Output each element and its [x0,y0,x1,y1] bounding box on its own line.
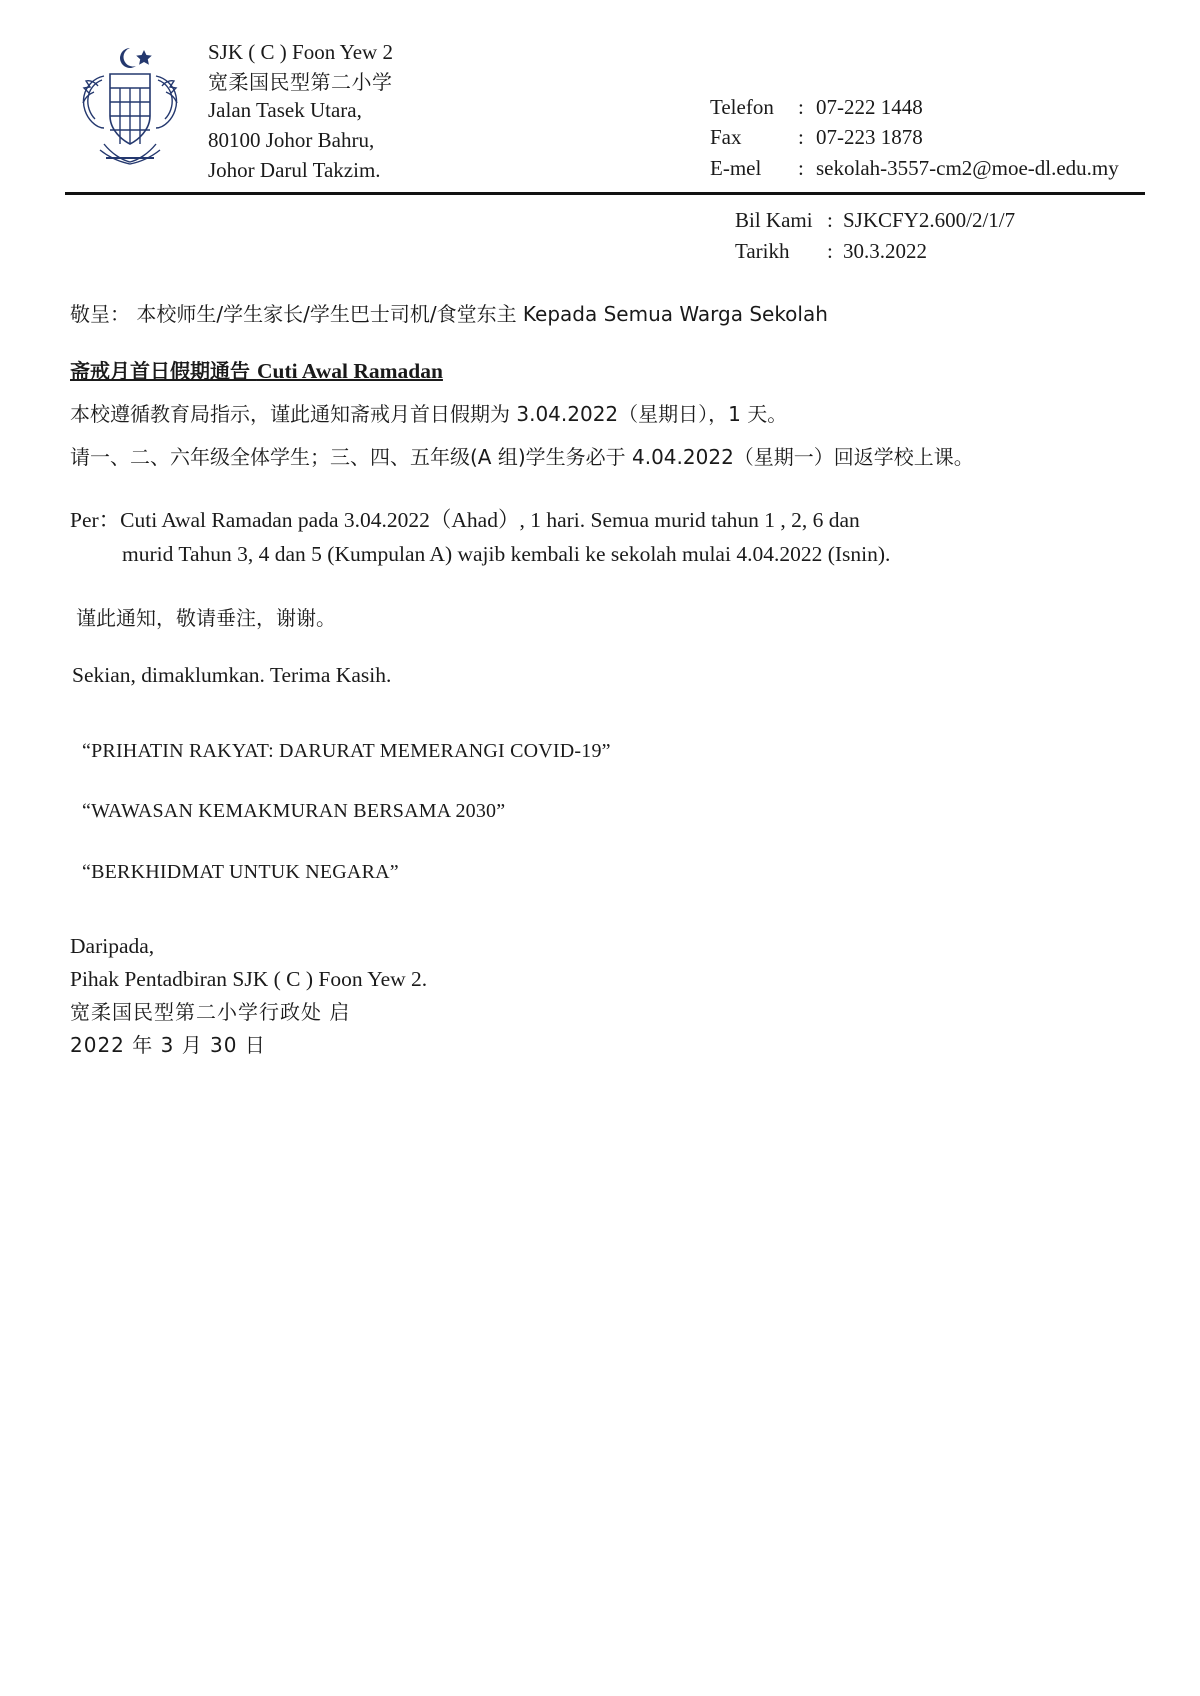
fax-value: 07-223 1878 [816,125,923,150]
signoff-block [70,930,1130,1061]
subject-line [70,354,1130,389]
slogan-item: “PRIHATIN RAKYAT: DARURAT MEMERANGI COVID-19” [82,739,611,762]
fax-label: Fax [710,125,742,150]
paragraph-cn-1: 本校遵循教育局指示，谨此通知斋戒月首日假期为 3.04.2022（星期日），1 天。 [70,401,788,426]
telephone-colon: : [798,95,804,119]
bil-kami-value: SJKCFY2.600/2/1/7 [843,207,1016,232]
reference-row-bil [735,205,1200,237]
school-address-line-2: 80100 Johor Bahru, [208,128,375,153]
school-address-line-1: Jalan Tasek Utara, [208,98,362,123]
closing-note-ms: Sekian, dimaklumkan. Terima Kasih. [72,663,392,688]
tarikh-colon: : [827,239,833,264]
tarikh-label: Tarikh [735,239,790,264]
telephone-label: Telefon [710,95,774,119]
school-name-en: SJK ( C ) Foon Yew 2 [208,40,393,64]
slogan-item: “BERKHIDMAT UNTUK NEGARA” [82,860,399,883]
school-name-cn: 宽柔国民型第二小学 [208,69,393,94]
contact-row-telephone [710,92,1140,122]
bil-kami-label: Bil Kami [735,207,813,232]
paragraph-cn-2: 请一、二、六年级全体学生；三、四、五年级(A 组)学生务必于 4.04.2022（星期一）回返学校上课。 [70,444,974,469]
per-line-1: Per：Cuti Awal Ramadan pada 3.04.2022（Ahad）, 1 hari. Semua murid tahun 1 , 2, 6 dan [70,507,860,532]
coat-of-arms-icon [70,30,190,168]
contact-row-email [710,153,1140,183]
email-label: E-mel [710,155,762,180]
addressee-line: 敬呈： 本校师生/学生家长/学生巴士司机/食堂东主 Kepada Semua Warga Sekolah [70,301,828,326]
tarikh-value: 30.3.2022 [843,239,927,264]
slogan-item: “WAWASAN KEMAKMURAN BERSAMA 2030” [82,800,506,823]
school-address-line-3: Johor Darul Takzim. [208,157,381,182]
closing-note-cn: 谨此通知，敬请垂注，谢谢。 [76,605,336,630]
signoff-date: 2022 年 3 月 30 日 [70,1032,266,1057]
per-block [70,503,1130,572]
letterhead [0,0,1200,186]
reference-row-tarikh [735,236,1200,268]
email-value: sekolah-3557-cm2@moe-dl.edu.my [816,155,1119,180]
letter-body [0,298,1200,1061]
email-colon: : [798,155,804,180]
subject-cn: 斋戒月首日假期通告 [70,359,257,384]
slogan-list [70,735,1130,888]
reference-block [0,205,1200,268]
school-identity [190,30,393,186]
subject-ms: Cuti Awal Ramadan [256,359,443,384]
header-divider [65,192,1145,195]
fax-colon: : [798,125,804,150]
telephone-value: 07-222 1448 [816,95,923,119]
signoff-line-2: Pihak Pentadbiran SJK ( C ) Foon Yew 2. [70,967,428,992]
contact-details [710,30,1140,183]
per-line-2: murid Tahun 3, 4 dan 5 (Kumpulan A) wajib kembali ke sekolah mulai 4.04.2022 (Isnin). [122,542,891,567]
signoff-line-1: Daripada, [70,934,155,959]
bil-kami-colon: : [827,207,833,232]
contact-row-fax [710,122,1140,152]
signoff-line-3: 宽柔国民型第二小学行政处 启 [70,999,351,1024]
